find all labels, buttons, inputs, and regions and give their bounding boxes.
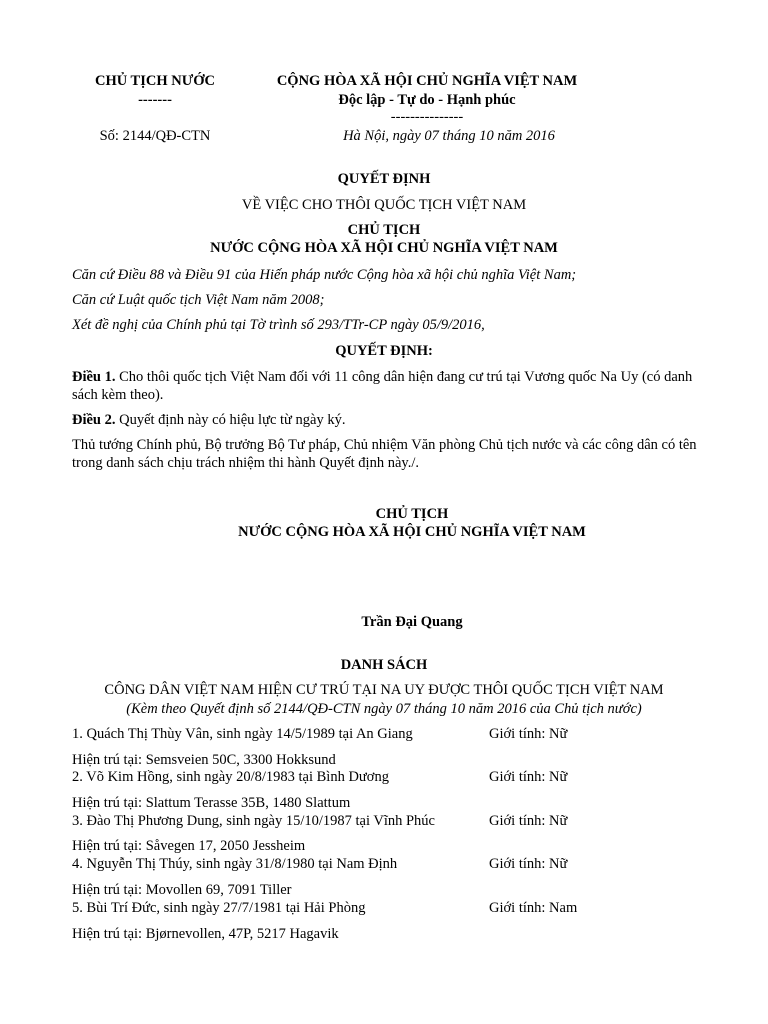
responsibility-clause: Thủ tướng Chính phủ, Bộ trưởng Bộ Tư pháp, Chủ nhiệm Văn phòng Chủ tịch nước và các công dân có tên trong danh sách chịu trách nhiệm thi hành Quyết định này./. xyxy=(72,437,697,471)
signature-title-1: CHỦ TỊCH xyxy=(375,506,449,522)
list-note: (Kèm theo Quyết định số 2144/QĐ-CTN ngày 07 tháng 10 năm 2016 của Chủ tịch nước) xyxy=(126,701,642,717)
list-item-address: Hiện trú tại: Slattum Terasse 35B, 1480 Slattum xyxy=(72,795,351,811)
list-item-person: 5. Bùi Trí Đức, sinh ngày 27/7/1981 tại Hải Phòng xyxy=(72,900,366,916)
article-2-label: Điều 2. xyxy=(72,412,116,428)
national-motto: Độc lập - Tự do - Hạnh phúc xyxy=(338,92,516,108)
legal-basis-2: Căn cứ Luật quốc tịch Việt Nam năm 2008; xyxy=(72,292,325,308)
list-item-gender: Giới tính: Nữ xyxy=(489,726,568,742)
decides-heading: QUYẾT ĐỊNH: xyxy=(335,343,433,359)
issuer-line-1: CHỦ TỊCH xyxy=(347,222,421,238)
place-date: Hà Nội, ngày 07 tháng 10 năm 2016 xyxy=(343,128,555,144)
list-item-gender: Giới tính: Nữ xyxy=(489,856,568,872)
decision-subject: VỀ VIỆC CHO THÔI QUỐC TỊCH VIỆT NAM xyxy=(241,197,527,213)
list-item-person: 1. Quách Thị Thùy Vân, sinh ngày 14/5/1989 tại An Giang xyxy=(72,726,413,742)
list-item-address: Hiện trú tại: Movollen 69, 7091 Tiller xyxy=(72,882,292,898)
decision-title: QUYẾT ĐỊNH xyxy=(337,171,431,187)
issuer-line-2: NƯỚC CỘNG HÒA XÃ HỘI CHỦ NGHĨA VIỆT NAM xyxy=(210,240,558,256)
article-1-label: Điều 1. xyxy=(72,369,116,385)
list-item-gender: Giới tính: Nam xyxy=(489,900,578,916)
list-item-gender: Giới tính: Nữ xyxy=(489,769,568,785)
article-1-text: Cho thôi quốc tịch Việt Nam đối với 11 công dân hiện đang cư trú tại Vương quốc Na Uy (có danh sách kèm theo). xyxy=(72,369,693,403)
signer-name: Trần Đại Quang xyxy=(361,614,463,630)
list-item-address: Hiện trú tại: Bjørnevollen, 47P, 5217 Hagavik xyxy=(72,926,339,942)
list-item-person: 3. Đào Thị Phương Dung, sinh ngày 15/10/1987 tại Vĩnh Phúc xyxy=(72,813,435,829)
list-item-person: 2. Võ Kim Hồng, sinh ngày 20/8/1983 tại Bình Dương xyxy=(72,769,389,785)
document-number: Số: 2144/QĐ-CTN xyxy=(99,128,211,144)
article-2 xyxy=(72,412,698,430)
list-subtitle: CÔNG DÂN VIỆT NAM HIỆN CƯ TRÚ TẠI NA UY ĐƯỢC THÔI QUỐC TỊCH VIỆT NAM xyxy=(104,682,664,698)
article-2-text: Quyết định này có hiệu lực từ ngày ký. xyxy=(119,412,346,428)
legal-basis-3: Xét đề nghị của Chính phủ tại Tờ trình số 293/TTr-CP ngày 05/9/2016, xyxy=(72,317,485,333)
list-item-person: 4. Nguyễn Thị Thúy, sinh ngày 31/8/1980 tại Nam Định xyxy=(72,856,398,872)
list-item-address: Hiện trú tại: Semsveien 50C, 3300 Hokksund xyxy=(72,752,336,768)
signature-title-2: NƯỚC CỘNG HÒA XÃ HỘI CHỦ NGHĨA VIỆT NAM xyxy=(238,524,586,540)
issuer-divider: ------- xyxy=(138,92,172,108)
legal-basis-1: Căn cứ Điều 88 và Điều 91 của Hiến pháp nước Cộng hòa xã hội chủ nghĩa Việt Nam; xyxy=(72,267,577,283)
list-title: DANH SÁCH xyxy=(340,657,428,673)
country-name: CỘNG HÒA XÃ HỘI CHỦ NGHĨA VIỆT NAM xyxy=(276,73,578,89)
motto-divider: --------------- xyxy=(390,109,464,125)
list-item-address: Hiện trú tại: Såvegen 17, 2050 Jessheim xyxy=(72,838,306,854)
list-item-gender: Giới tính: Nữ xyxy=(489,813,568,829)
issuer-header: CHỦ TỊCH NƯỚC xyxy=(94,73,216,89)
article-1 xyxy=(72,369,698,404)
